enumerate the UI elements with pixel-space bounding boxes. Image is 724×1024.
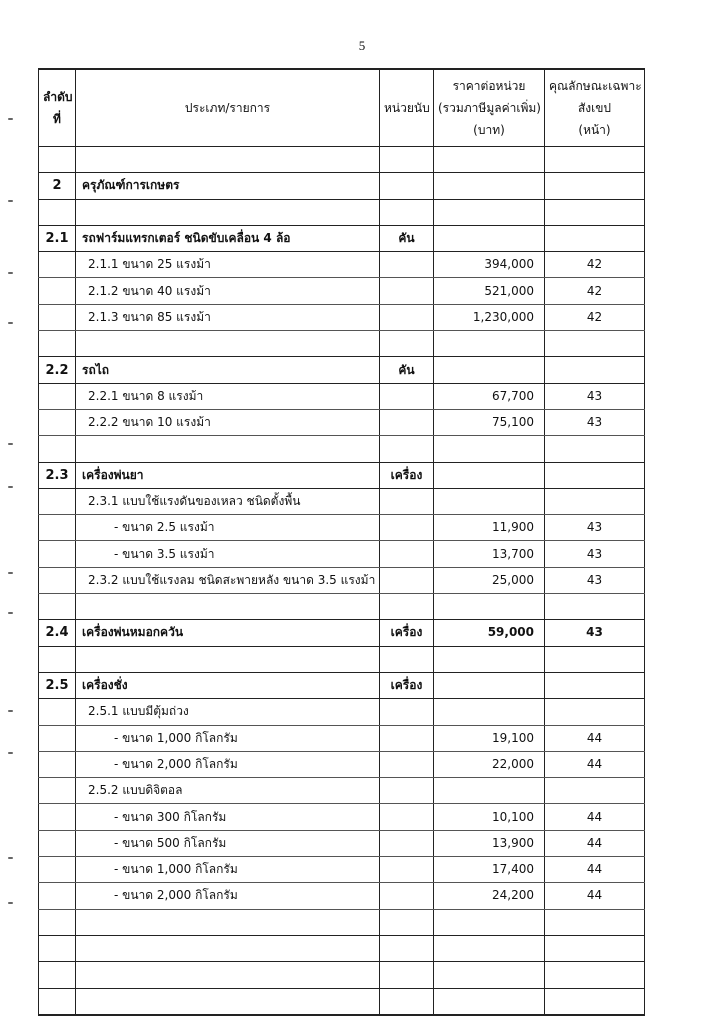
cell-price: 22,000 — [434, 751, 545, 777]
cell-unit — [380, 909, 434, 935]
cell-price — [434, 147, 545, 173]
cell-no — [39, 199, 76, 225]
cell-no — [39, 436, 76, 462]
table-row — [39, 830, 645, 856]
cell-spec: 44 — [545, 883, 645, 909]
table-row — [39, 778, 645, 804]
cell-name — [76, 646, 380, 672]
cell-no — [39, 804, 76, 830]
cell-name: เครื่องชั่ง — [76, 672, 380, 698]
cell-name — [76, 988, 380, 1015]
table-row-blank — [39, 331, 645, 357]
scan-mark — [8, 272, 13, 274]
header-name: ประเภท/รายการ — [76, 69, 380, 147]
cell-name: 2.3.1 แบบใช้แรงดันของเหลว ชนิดตั้งพื้น — [76, 488, 380, 514]
cell-no — [39, 699, 76, 725]
cell-no — [39, 304, 76, 330]
table-row — [39, 857, 645, 883]
cell-no — [39, 515, 76, 541]
cell-spec — [545, 909, 645, 935]
table-row — [39, 541, 645, 567]
cell-no: 2.1 — [39, 225, 76, 251]
cell-no — [39, 567, 76, 593]
cell-no — [39, 778, 76, 804]
cell-name: 2.2.1 ขนาด 8 แรงม้า — [76, 383, 380, 409]
cell-unit: คัน — [380, 357, 434, 383]
table-row — [39, 620, 645, 646]
scan-mark — [8, 612, 13, 614]
cell-spec — [545, 778, 645, 804]
cell-no — [39, 830, 76, 856]
cell-name: 2.1.3 ขนาด 85 แรงม้า — [76, 304, 380, 330]
cell-price: 67,700 — [434, 383, 545, 409]
cell-unit: เครื่อง — [380, 672, 434, 698]
cell-no — [39, 252, 76, 278]
table-row — [39, 383, 645, 409]
cell-unit — [380, 830, 434, 856]
scan-mark — [8, 572, 13, 574]
cell-no — [39, 883, 76, 909]
cell-spec: 43 — [545, 515, 645, 541]
cell-spec: 42 — [545, 252, 645, 278]
cell-unit — [380, 699, 434, 725]
table-row — [39, 751, 645, 777]
cell-unit — [380, 304, 434, 330]
cell-no — [39, 147, 76, 173]
cell-spec — [545, 935, 645, 961]
cell-unit — [380, 778, 434, 804]
cell-name: ครุภัณฑ์การเกษตร — [76, 173, 380, 199]
cell-no — [39, 857, 76, 883]
cell-spec — [545, 462, 645, 488]
cell-price: 11,900 — [434, 515, 545, 541]
cell-name: เครื่องพ่นยา — [76, 462, 380, 488]
cell-price — [434, 962, 545, 988]
table-row-blank — [39, 436, 645, 462]
cell-spec: 44 — [545, 751, 645, 777]
table-row — [39, 173, 645, 199]
table-row — [39, 883, 645, 909]
cell-spec: 43 — [545, 409, 645, 435]
header-price: ราคาต่อหน่วย (รวมภาษีมูลค่าเพิ่ม) (บาท) — [434, 69, 545, 147]
cell-name — [76, 147, 380, 173]
cell-name — [76, 331, 380, 357]
table-row — [39, 515, 645, 541]
cell-price: 521,000 — [434, 278, 545, 304]
cell-price: 17,400 — [434, 857, 545, 883]
table-row — [39, 252, 645, 278]
header-no: ลำดับ ที่ — [39, 69, 76, 147]
table-row-blank — [39, 909, 645, 935]
cell-name: - ขนาด 2,000 กิโลกรัม — [76, 883, 380, 909]
cell-no — [39, 383, 76, 409]
cell-spec: 44 — [545, 857, 645, 883]
cell-unit — [380, 515, 434, 541]
cell-price — [434, 488, 545, 514]
table-row — [39, 488, 645, 514]
table-header — [39, 69, 645, 147]
cell-price: 19,100 — [434, 725, 545, 751]
table-row — [39, 409, 645, 435]
cell-name — [76, 935, 380, 961]
cell-spec — [545, 357, 645, 383]
table-row — [39, 699, 645, 725]
cell-price — [434, 357, 545, 383]
cell-unit — [380, 725, 434, 751]
cell-spec — [545, 147, 645, 173]
cell-name: - ขนาด 500 กิโลกรัม — [76, 830, 380, 856]
cell-unit — [380, 751, 434, 777]
cell-spec — [545, 331, 645, 357]
cell-no — [39, 541, 76, 567]
cell-unit — [380, 594, 434, 620]
scan-mark — [8, 322, 13, 324]
cell-name: - ขนาด 1,000 กิโลกรัม — [76, 725, 380, 751]
cell-name: 2.5.2 แบบดิจิตอล — [76, 778, 380, 804]
table-row — [39, 278, 645, 304]
table-row — [39, 725, 645, 751]
cell-unit — [380, 199, 434, 225]
cell-price — [434, 199, 545, 225]
cell-name — [76, 909, 380, 935]
scan-mark — [8, 752, 13, 754]
cell-name: - ขนาด 3.5 แรงม้า — [76, 541, 380, 567]
cell-no — [39, 909, 76, 935]
cell-unit — [380, 988, 434, 1015]
cell-price — [434, 778, 545, 804]
cell-price — [434, 988, 545, 1015]
cell-no — [39, 594, 76, 620]
cell-spec: 44 — [545, 725, 645, 751]
cell-price — [434, 672, 545, 698]
cell-spec — [545, 225, 645, 251]
cell-spec — [545, 699, 645, 725]
cell-name: 2.3.2 แบบใช้แรงลม ชนิดสะพายหลัง ขนาด 3.5 แรงม้า — [76, 567, 380, 593]
cell-name — [76, 199, 380, 225]
cell-no — [39, 935, 76, 961]
cell-unit — [380, 331, 434, 357]
cell-spec — [545, 436, 645, 462]
cell-price — [434, 935, 545, 961]
cell-unit — [380, 883, 434, 909]
scan-mark — [8, 857, 13, 859]
cell-no — [39, 646, 76, 672]
cell-unit — [380, 935, 434, 961]
table-row-blank — [39, 988, 645, 1015]
cell-no — [39, 488, 76, 514]
cell-name — [76, 436, 380, 462]
cell-name: รถไถ — [76, 357, 380, 383]
cell-name — [76, 962, 380, 988]
cell-price: 394,000 — [434, 252, 545, 278]
cell-unit — [380, 409, 434, 435]
cell-name: 2.5.1 แบบมีตุ้มถ่วง — [76, 699, 380, 725]
cell-price — [434, 646, 545, 672]
cell-price — [434, 462, 545, 488]
cell-unit — [380, 252, 434, 278]
cell-unit — [380, 541, 434, 567]
table-row-blank — [39, 199, 645, 225]
cell-unit — [380, 804, 434, 830]
cell-price: 13,700 — [434, 541, 545, 567]
cell-unit — [380, 173, 434, 199]
cell-spec: 42 — [545, 304, 645, 330]
cell-unit — [380, 857, 434, 883]
cell-unit — [380, 436, 434, 462]
cell-spec: 43 — [545, 541, 645, 567]
cell-price: 13,900 — [434, 830, 545, 856]
cell-name: - ขนาด 2,000 กิโลกรัม — [76, 751, 380, 777]
cell-unit — [380, 488, 434, 514]
cell-no — [39, 278, 76, 304]
cell-spec — [545, 173, 645, 199]
cell-price — [434, 594, 545, 620]
cell-spec: 44 — [545, 830, 645, 856]
cell-price — [434, 699, 545, 725]
scan-mark — [8, 200, 13, 202]
cell-name: - ขนาด 300 กิโลกรัม — [76, 804, 380, 830]
cell-no: 2.2 — [39, 357, 76, 383]
cell-price: 25,000 — [434, 567, 545, 593]
cell-unit: เครื่อง — [380, 620, 434, 646]
cell-name: - ขนาด 1,000 กิโลกรัม — [76, 857, 380, 883]
cell-price — [434, 173, 545, 199]
cell-price — [434, 225, 545, 251]
cell-name: 2.2.2 ขนาด 10 แรงม้า — [76, 409, 380, 435]
cell-price — [434, 436, 545, 462]
table-body — [39, 147, 645, 1015]
cell-unit: คัน — [380, 225, 434, 251]
table-row — [39, 804, 645, 830]
table-row-blank — [39, 147, 645, 173]
cell-spec: 43 — [545, 383, 645, 409]
cell-name: 2.1.1 ขนาด 25 แรงม้า — [76, 252, 380, 278]
cell-unit — [380, 383, 434, 409]
cell-no — [39, 751, 76, 777]
cell-spec — [545, 988, 645, 1015]
cell-no: 2.4 — [39, 620, 76, 646]
cell-no: 2 — [39, 173, 76, 199]
cell-name: 2.1.2 ขนาด 40 แรงม้า — [76, 278, 380, 304]
cell-spec: 43 — [545, 567, 645, 593]
cell-spec: 42 — [545, 278, 645, 304]
cell-spec: 43 — [545, 620, 645, 646]
cell-spec — [545, 488, 645, 514]
page-number: 5 — [358, 38, 366, 53]
cell-unit — [380, 962, 434, 988]
cell-no — [39, 331, 76, 357]
cell-no — [39, 409, 76, 435]
cell-price — [434, 909, 545, 935]
cell-unit — [380, 278, 434, 304]
cell-name: - ขนาด 2.5 แรงม้า — [76, 515, 380, 541]
table-row — [39, 567, 645, 593]
scan-mark — [8, 902, 13, 904]
cell-no — [39, 962, 76, 988]
header-spec: คุณลักษณะเฉพาะ สังเขป (หน้า) — [545, 69, 645, 147]
cell-price: 24,200 — [434, 883, 545, 909]
table-row — [39, 462, 645, 488]
cell-no: 2.5 — [39, 672, 76, 698]
cell-unit — [380, 646, 434, 672]
table-row — [39, 357, 645, 383]
header-unit: หน่วยนับ — [380, 69, 434, 147]
cell-price: 1,230,000 — [434, 304, 545, 330]
cell-price: 75,100 — [434, 409, 545, 435]
cell-spec: 44 — [545, 804, 645, 830]
table-row — [39, 225, 645, 251]
scan-mark — [8, 486, 13, 488]
cell-no: 2.3 — [39, 462, 76, 488]
cell-spec — [545, 199, 645, 225]
cell-name — [76, 594, 380, 620]
cell-unit: เครื่อง — [380, 462, 434, 488]
table-row-blank — [39, 646, 645, 672]
cell-unit — [380, 567, 434, 593]
scan-mark — [8, 118, 13, 120]
scan-mark — [8, 443, 13, 445]
scan-mark — [8, 710, 13, 712]
cell-name: เครื่องพ่นหมอกควัน — [76, 620, 380, 646]
cell-name: รถฟาร์มแทรกเตอร์ ชนิดขับเคลื่อน 4 ล้อ — [76, 225, 380, 251]
cell-price — [434, 331, 545, 357]
price-table — [38, 68, 645, 1016]
cell-price: 10,100 — [434, 804, 545, 830]
cell-spec — [545, 672, 645, 698]
cell-spec — [545, 646, 645, 672]
cell-unit — [380, 147, 434, 173]
table-row-blank — [39, 962, 645, 988]
table-row-blank — [39, 935, 645, 961]
cell-spec — [545, 962, 645, 988]
table-row-blank — [39, 594, 645, 620]
cell-no — [39, 988, 76, 1015]
table-row — [39, 304, 645, 330]
cell-no — [39, 725, 76, 751]
cell-price: 59,000 — [434, 620, 545, 646]
cell-spec — [545, 594, 645, 620]
table-row — [39, 672, 645, 698]
